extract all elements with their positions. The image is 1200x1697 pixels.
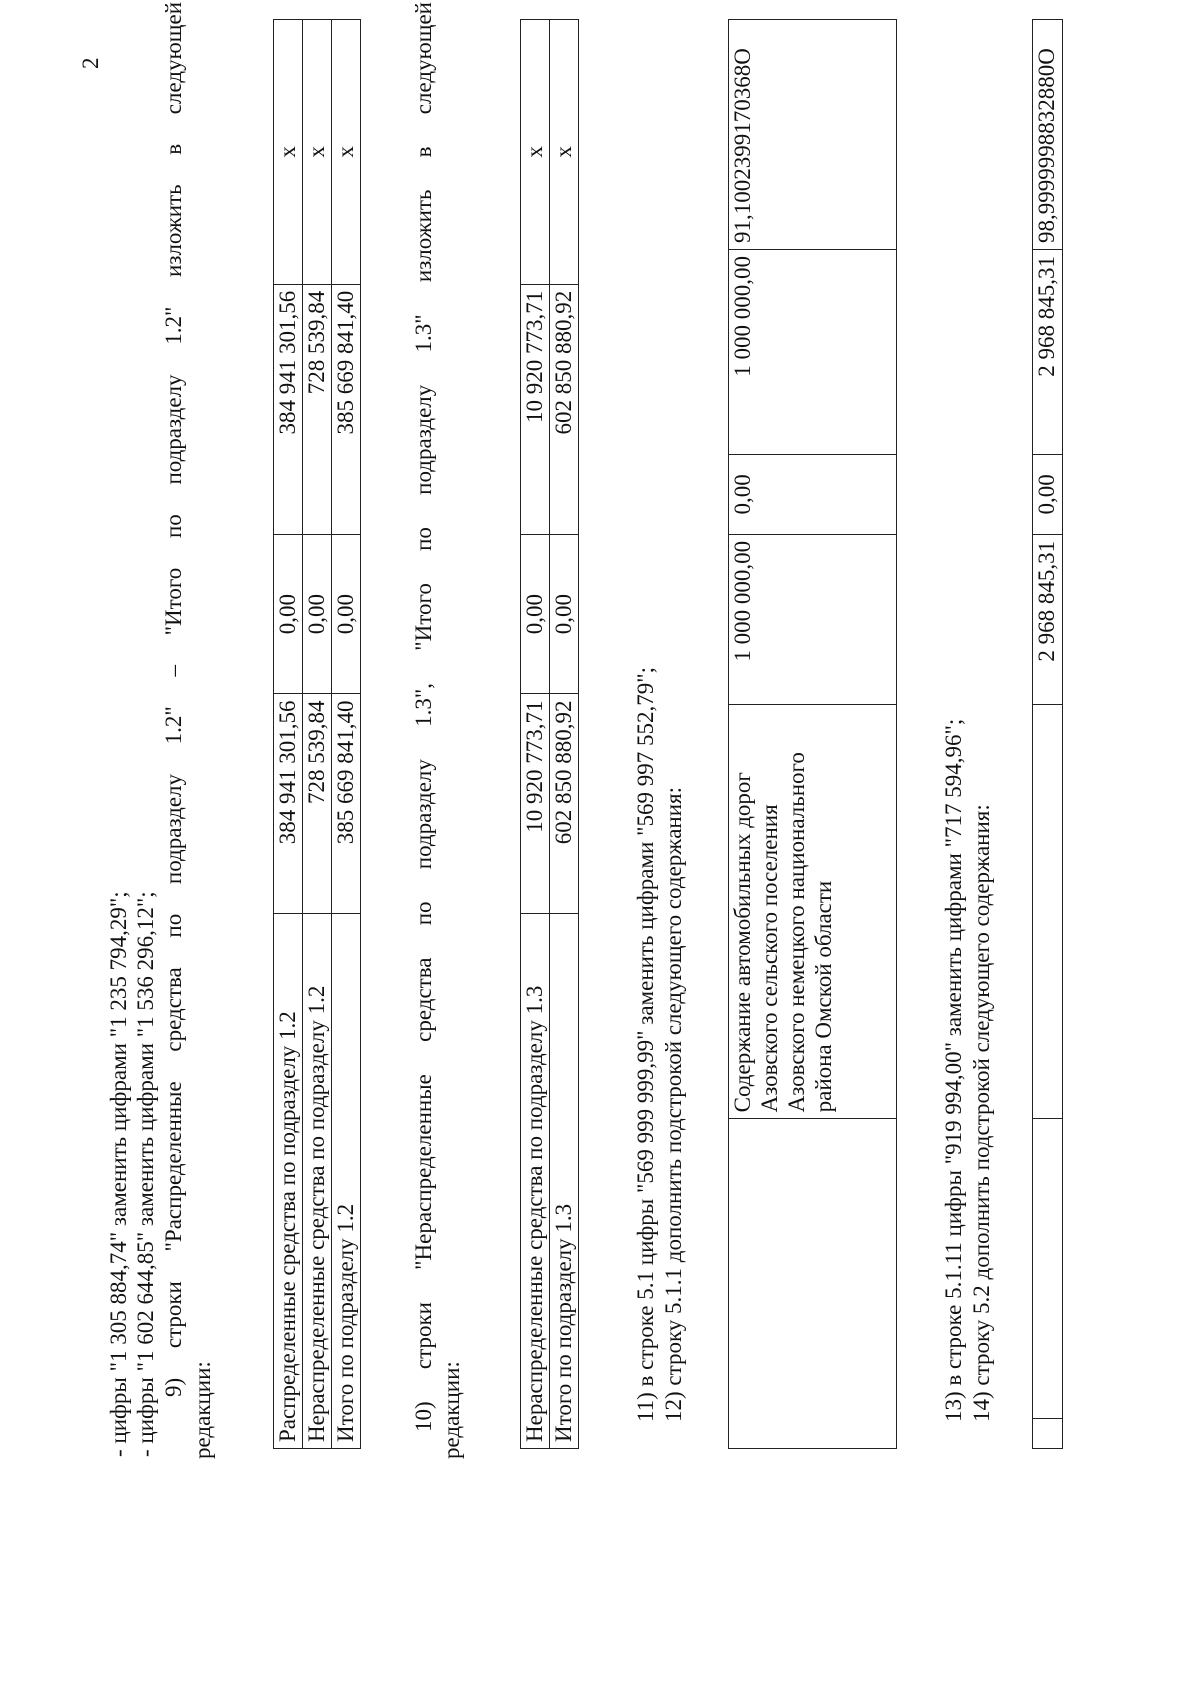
paragraph-14: 14) строку 5.2 дополнить подстрокой следующего содержания: <box>969 804 994 1422</box>
table-cell: Итого по подразделу 1.2 <box>332 914 361 1449</box>
table-row <box>1033 20 1063 1449</box>
table-cell-code: 98,9999998832880О <box>1033 20 1063 250</box>
paragraph-13: 13) в строке 5.1.11 цифры "919 994,00" заменить цифрами "717 594,96"; <box>941 718 966 1422</box>
table-cell: 0,00 <box>303 534 332 694</box>
paragraph-9: 9) строки "Распределенные средства по подразделу 1.2" – "Итого по подразделу 1.2" изложить в следующей <box>161 2 186 1397</box>
paragraph-11: 11) в строке 5.1 цифры "569 999 999,99" заменить цифрами "569 997 552,79"; <box>633 667 658 1422</box>
table-cell: 10 920 773,71 <box>521 284 550 534</box>
table-row <box>521 20 550 1449</box>
table-cell: 385 669 841,40 <box>332 694 361 914</box>
table-cell-empty <box>1033 704 1063 1119</box>
table-subsection-1-2 <box>273 19 361 1449</box>
paragraph-10-cont: редакции: <box>439 1361 464 1459</box>
table-row <box>332 20 361 1449</box>
paragraph-9-cont: редакции: <box>190 1361 215 1459</box>
table-cell: 10 920 773,71 <box>521 694 550 914</box>
table-cell: x <box>274 20 303 285</box>
table-row <box>303 20 332 1449</box>
table-cell-empty <box>1033 1119 1063 1419</box>
table-cell: 2 968 845,31 <box>1033 534 1063 704</box>
table-cell: x <box>303 20 332 285</box>
table-cell: x <box>332 20 361 285</box>
table-cell: 728 539,84 <box>303 284 332 534</box>
table-cell: 0,00 <box>729 454 897 534</box>
table-cell: Нераспределенные средства по подразделу 1.2 <box>303 914 332 1449</box>
line-replace-1: - цифры "1 305 884,74" заменить цифрами "1 235 794,29"; <box>106 891 131 1457</box>
page-number: 2 <box>78 57 103 69</box>
table-subsection-1-3 <box>520 19 579 1449</box>
table-row <box>274 20 303 1449</box>
table-cell: Итого по подразделу 1.3 <box>550 914 579 1449</box>
table-cell: 0,00 <box>274 534 303 694</box>
table-road-maintenance <box>728 19 897 1449</box>
table-cell: 0,00 <box>332 534 361 694</box>
table-subsection-5-2 <box>1032 19 1063 1449</box>
table-cell-name: Содержание автомобильных дорог Азовского сельского поселения Азовского немецкого национального района Омской области <box>729 704 897 1119</box>
table-row <box>550 20 579 1449</box>
table-cell-empty <box>1033 1419 1063 1449</box>
table-cell: 0,00 <box>1033 454 1063 534</box>
table-cell: 0,00 <box>521 534 550 694</box>
table-cell: 1 000 000,00 <box>729 250 897 455</box>
table-cell: x <box>550 20 579 285</box>
table-cell-empty <box>729 1119 897 1449</box>
table-cell: 385 669 841,40 <box>332 284 361 534</box>
table-cell: 2 968 845,31 <box>1033 250 1063 455</box>
paragraph-12: 12) строку 5.1.1 дополнить подстрокой следующего содержания: <box>661 787 686 1422</box>
paragraph-10: 10) строки "Нераспределенные средства по подразделу 1.3", "Итого по подразделу 1.3" изложить в следующей <box>411 2 436 1432</box>
table-cell: 728 539,84 <box>303 694 332 914</box>
table-cell: 384 941 301,56 <box>274 694 303 914</box>
table-row <box>729 20 897 1449</box>
table-cell: Распределенные средства по подразделу 1.2 <box>274 914 303 1449</box>
line-replace-2: - цифры "1 602 644,85" заменить цифрами "1 536 296,12"; <box>133 891 158 1457</box>
table-cell: 0,00 <box>550 534 579 694</box>
table-cell: 602 850 880,92 <box>550 284 579 534</box>
table-cell: 384 941 301,56 <box>274 284 303 534</box>
table-cell: 1 000 000,00 <box>729 534 897 704</box>
table-cell: x <box>521 20 550 285</box>
table-cell: 602 850 880,92 <box>550 694 579 914</box>
table-cell-code: 91,1002399170368О <box>729 20 897 250</box>
table-cell: Нераспределенные средства по подразделу 1.3 <box>521 914 550 1449</box>
